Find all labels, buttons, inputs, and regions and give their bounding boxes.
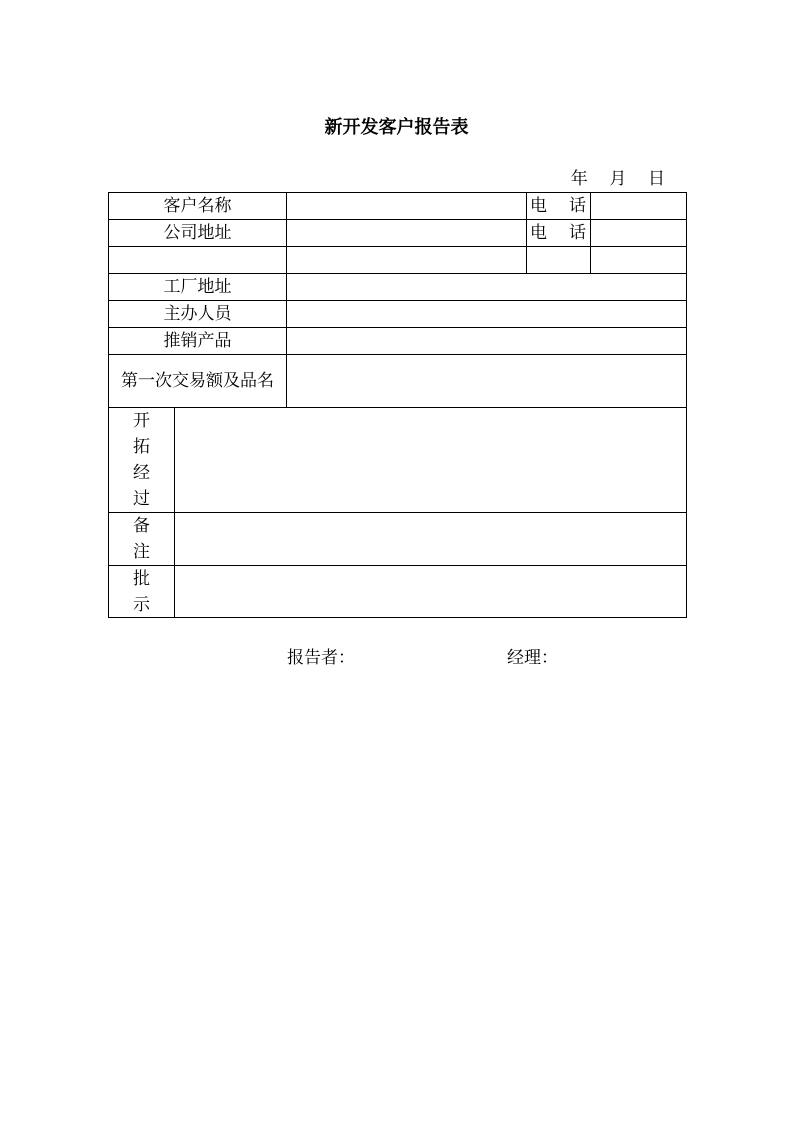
development-label bbox=[108, 407, 175, 513]
staff-label: 主办人员 bbox=[108, 300, 287, 328]
phone-field-1[interactable] bbox=[590, 192, 687, 220]
first-trade-label: 第一次交易额及品名 bbox=[108, 354, 287, 408]
month-label: 月 bbox=[609, 169, 627, 189]
manager-label: 经理： bbox=[507, 648, 558, 668]
approval-field[interactable] bbox=[174, 565, 687, 618]
phone-char-2a: 电 bbox=[530, 223, 547, 243]
customer-name-label: 客户名称 bbox=[108, 192, 287, 220]
blank-label-cell[interactable] bbox=[108, 246, 287, 274]
company-address-field[interactable] bbox=[286, 219, 527, 247]
remarks-label-text: 备注 bbox=[133, 516, 150, 562]
approval-label-text: 批示 bbox=[133, 569, 150, 615]
company-address-label: 公司地址 bbox=[108, 219, 287, 247]
blank-phone-label-cell[interactable] bbox=[526, 246, 591, 274]
products-label: 推销产品 bbox=[108, 327, 287, 355]
phone-char-1a: 电 bbox=[530, 196, 547, 216]
development-label-text: 开拓经过 bbox=[133, 411, 150, 509]
report-table bbox=[108, 192, 687, 618]
year-label: 年 bbox=[570, 169, 588, 189]
blank-field-cell[interactable] bbox=[286, 246, 527, 274]
phone-char-1b: 话 bbox=[569, 196, 586, 216]
phone-char-2b: 话 bbox=[569, 223, 586, 243]
customer-name-field[interactable] bbox=[286, 192, 527, 220]
staff-field[interactable] bbox=[286, 300, 687, 328]
phone-label-1 bbox=[526, 192, 591, 220]
reporter-label: 报告者： bbox=[287, 648, 355, 668]
development-field[interactable] bbox=[174, 407, 687, 513]
form-title: 新开发客户报告表 bbox=[324, 117, 469, 138]
blank-phone-field-cell[interactable] bbox=[590, 246, 687, 274]
phone-label-2 bbox=[526, 219, 591, 247]
factory-address-field[interactable] bbox=[286, 273, 687, 301]
day-label: 日 bbox=[648, 169, 665, 189]
products-field[interactable] bbox=[286, 327, 687, 355]
factory-address-label: 工厂地址 bbox=[108, 273, 287, 301]
first-trade-field[interactable] bbox=[286, 354, 687, 408]
remarks-label bbox=[108, 512, 175, 566]
date-line bbox=[571, 168, 665, 190]
phone-field-2[interactable] bbox=[590, 219, 687, 247]
remarks-field[interactable] bbox=[174, 512, 687, 566]
approval-label bbox=[108, 565, 175, 618]
